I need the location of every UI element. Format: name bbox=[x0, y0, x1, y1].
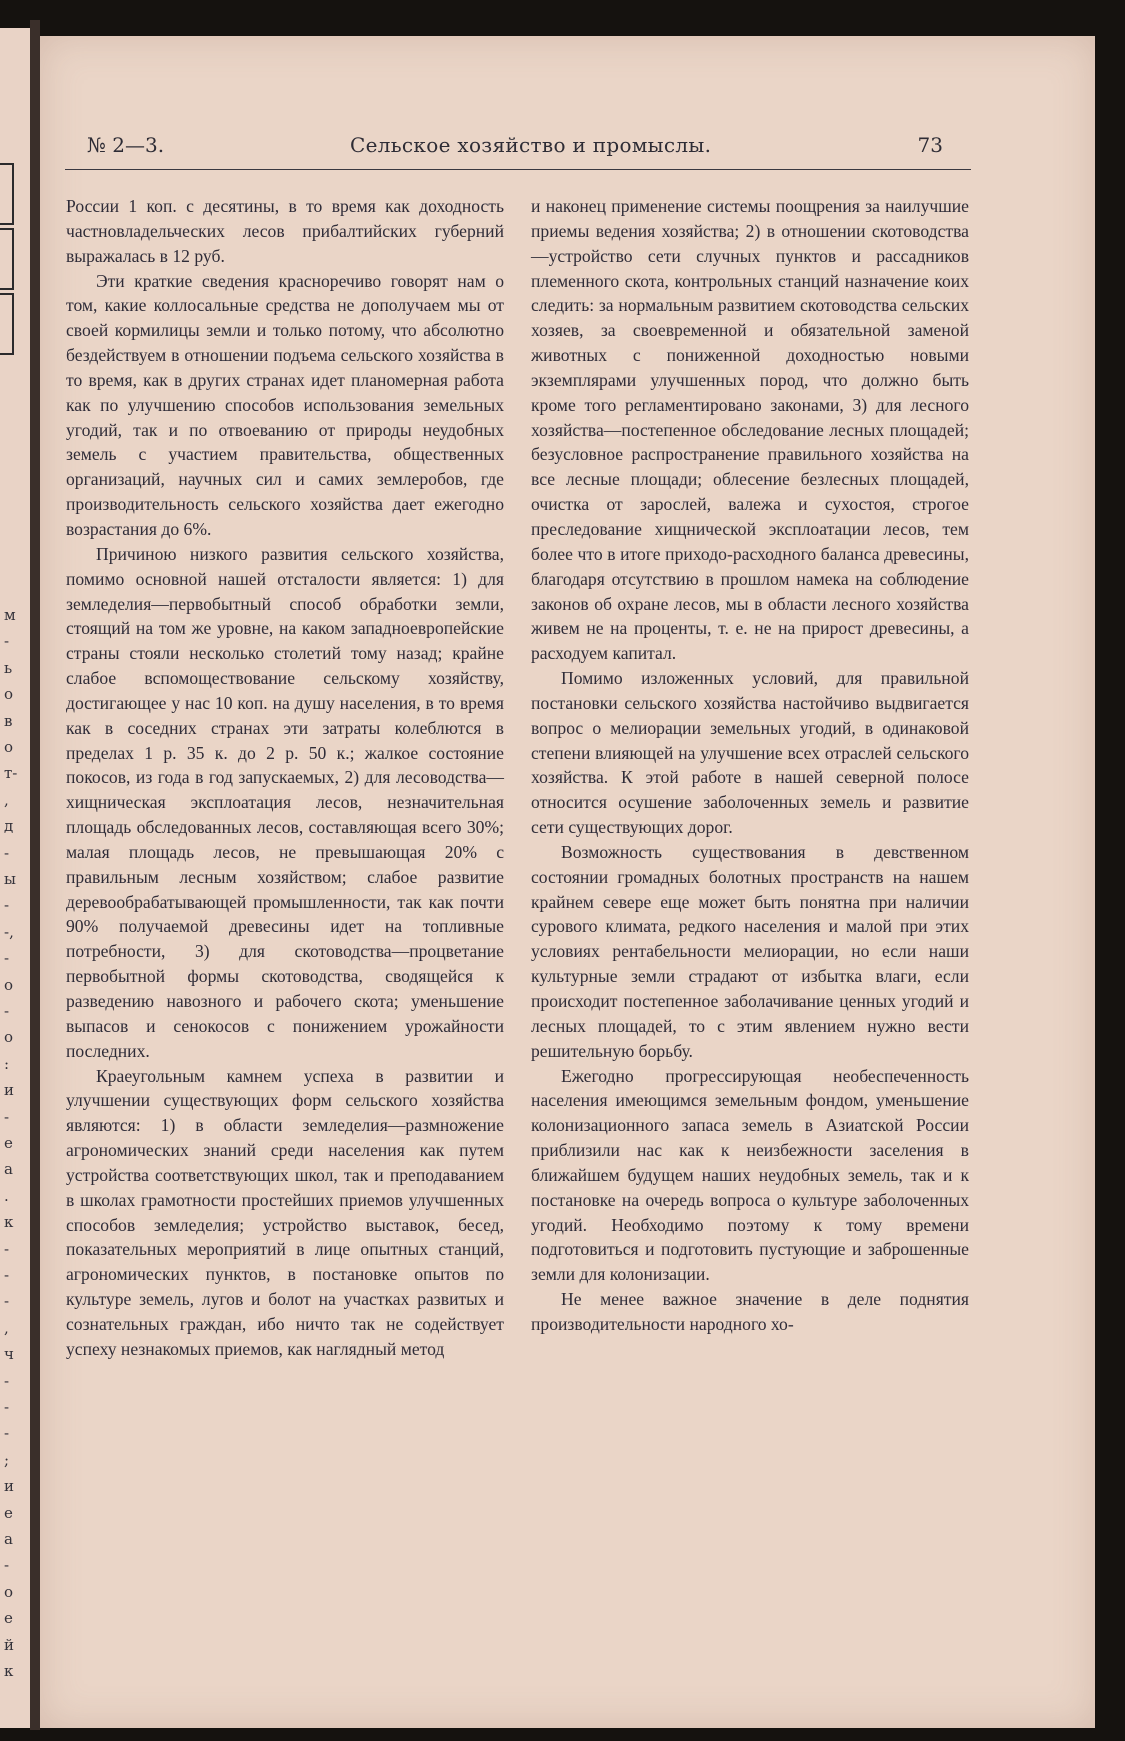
adjacent-page-fragment: ; bbox=[4, 1450, 10, 1469]
paragraph: и наконец применение системы поощрения за наилучшие приемы ведения хозяйства; 2) в отношении скотоводства—устройство сети случных пунктов и рассадников племенного скота, контрольных станций назначение коих следить: за нормальным развитием скотоводства сельских хозяев, за своевременной и обязательной заменой животных с пониженной доходностью новыми экземплярами улучшенных пород, что должно быть кроме того регламентировано законами, 3) для лесного хозяйства—постепенное обследование лесных площадей; безусловное распространение правильного хозяйства на все лесные площади; облесение безлесных площадей, очистка от зарослей, валежа и сухостоя, строгое преследование хищнической эксплоатации лесов, тем более что в итоге приходо-расходного баланса древесины, благодаря отсутствию в прошлом намека на соблюдение законов об охране лесов, мы в области лесного хозяйства живем не на проценты, т. е. не на прирост древесины, а расходуем капитал. bbox=[531, 196, 969, 664]
adjacent-page-fragment: - bbox=[4, 1398, 10, 1416]
adjacent-page-fragment: й bbox=[4, 1635, 14, 1654]
adjacent-page-fragment: к bbox=[4, 1662, 14, 1680]
adjacent-page-fragment: - bbox=[4, 1266, 10, 1284]
paragraph: Причиною низкого развития сельского хозяйства, помимо основной нашей отсталости является: 1) для земледелия—первобытный способ обработки земли, стоящий на том же уровне, на каком западноевропейские страны стояли несколько столетий тому назад; крайне слабое вспомоществование сельскому хозяйству, достигающее у нас 10 коп. на душу населения, в то время как в соседних странах эти затраты колеблются в пределах 1 р. 35 к. до 2 р. 50 к.; жалкое состояние покосов, из года в год запускаемых, 2) для лесоводства—хищническая эксплоатация лесов, незначительная площадь обследованных лесов, составляющая всего 30%; малая площадь лесов, не превышающая 20% с правильным лесным хозяйством; слабое развитие деревообрабатывающей промышленности, так как почти 90% получаемой древесины идет на топливные потребности, 3) для скотоводства—процветание первобытной формы скотоводства, сводящейся к разведению навозного и рабочего скота; уменьшение выпасов и сенокосов с понижением урожайности последних. bbox=[66, 543, 504, 1061]
adjacent-page-fragment: о bbox=[4, 975, 14, 994]
adjacent-page-fragment: о bbox=[4, 738, 14, 756]
issue-number: № 2—3. bbox=[87, 133, 165, 157]
adjacent-page-fragment: к bbox=[4, 1213, 14, 1232]
adjacent-page-fragment: , bbox=[4, 790, 9, 809]
adjacent-page-fragment: - bbox=[4, 1002, 10, 1020]
ornament-frame-box bbox=[0, 163, 14, 225]
adjacent-page-fragment: ч bbox=[4, 1345, 14, 1364]
adjacent-page-fragment: а bbox=[4, 1160, 13, 1179]
adjacent-page-fragment: - bbox=[4, 1239, 10, 1258]
ornament-frame-box bbox=[0, 228, 14, 290]
page-number: 73 bbox=[917, 133, 943, 157]
adjacent-page-fragment: а bbox=[4, 1530, 13, 1548]
paragraph: Возможность существования в девственном состоянии громадных болотных пространств на нашем крайнем севере еще может быть понятна при наличии сурового климата, редкого населения и малой при этих условиях рентабельности мелиорации, но если наши культурные земли страдают от избытка влаги, если происходит постепенное заболачивание ценных угодий и лесных площадей, то с этим явлением нужно вести решительную борьбу. bbox=[531, 841, 969, 1061]
paragraph: России 1 коп. с десятины, в то время как доходность частновладельческих лесов прибалтийских губерний выражалась в 12 руб. bbox=[66, 196, 504, 266]
adjacent-page-fragment: и bbox=[4, 1477, 14, 1496]
adjacent-page-fragment: , bbox=[4, 1318, 9, 1337]
adjacent-page-fragment: - bbox=[4, 1292, 10, 1311]
adjacent-page-fragment: - bbox=[4, 1556, 10, 1575]
adjacent-page-fragment: е bbox=[4, 1503, 13, 1522]
left-column bbox=[66, 194, 504, 1362]
adjacent-page-fragment: - bbox=[4, 896, 10, 915]
adjacent-page-fragment: : bbox=[4, 1054, 10, 1073]
adjacent-page-fragment: - bbox=[4, 632, 10, 651]
book-spine bbox=[30, 20, 40, 1730]
adjacent-page-fragment: е bbox=[4, 1609, 13, 1628]
adjacent-page-fragment: о bbox=[4, 685, 14, 704]
adjacent-page-fragment: о bbox=[4, 1028, 14, 1047]
adjacent-page-fragment: м bbox=[4, 606, 16, 624]
adjacent-page-fragment: - bbox=[4, 1107, 10, 1126]
paragraph: Помимо изложенных условий, для правильной постановки сельского хозяйства настойчиво выдвигается вопрос о мелиорации земельных угодий, в одинаковой степени влияющей на улучшение всех отраслей сельского хозяйства. К этой работе в нашей северной полосе относится осушение заболоченных земель и развитие сети существующих дорог. bbox=[531, 668, 969, 838]
running-header bbox=[65, 97, 971, 170]
adjacent-page-fragment: е bbox=[4, 1134, 13, 1152]
adjacent-page-fragment: ь bbox=[4, 658, 13, 677]
adjacent-page-fragment: т- bbox=[4, 764, 18, 783]
adjacent-page-fragment: -, bbox=[4, 922, 14, 941]
adjacent-page-fragment: д bbox=[4, 817, 14, 836]
right-column bbox=[531, 194, 969, 1337]
paragraph: Краеугольным камнем успеха в развитии и улучшении существующих форм сельского хозяйства являются: 1) в области земледелия—размножение агрономических знаний среди населения как путем устройства соответствующих школ, так и преподаванием в школах грамотности простейших приемов улучшенных способов земледелия; устройство выставок, бесед, показательных мероприятий в лице опытных станций, агрономических пунктов, в постановке опытов по культуре земель, лугов и болот на участках развитых и сознательных граждан, ибо ничто так не содействует успеху незнакомых приемов, как наглядный метод bbox=[66, 1065, 504, 1359]
adjacent-page-edge bbox=[0, 28, 31, 1728]
adjacent-page-fragment: - bbox=[4, 1371, 10, 1390]
adjacent-page-fragment: о bbox=[4, 1582, 14, 1601]
adjacent-page-fragment: - bbox=[4, 843, 10, 862]
paragraph: Ежегодно прогрессирующая необеспеченность населения имеющимся земельным фондом, уменьшение колонизационного запаса земель в Азиатской России приблизили нас как к неизбежности заселения в ближайшем будущем наших неудобных земель, так и к постановке на очередь вопроса о культуре заболоченных угодий. Необходимо поэтому к тому времени подготовиться и подготовить пустующие и заброшенные земли для колонизации. bbox=[531, 1065, 969, 1285]
adjacent-page-fragment: . bbox=[4, 1186, 9, 1205]
paragraph: Не менее важное значение в деле поднятия производительности народного хо- bbox=[531, 1289, 969, 1334]
paragraph: Эти краткие сведения красноречиво говорят нам о том, какие коллосальные средства не дополучаем мы от своей кормилицы земли и только потому, что абсолютно бездействуем в отношении подъема сельского хозяйства в то время, как в других странах идет планомерная работа как по улучшению способов использования земельных угодий, так и по отвоеванию от природы неудобных земель с участием правительства, общественных организаций, научных сил и самих землеробов, где производительность сельского хозяйства дает ежегодно возрастания до 6%. bbox=[66, 270, 504, 539]
adjacent-page-fragment: - bbox=[4, 949, 10, 968]
ornament-frame-box bbox=[0, 293, 14, 355]
section-title: Сельское хозяйство и промыслы. bbox=[350, 133, 712, 157]
adjacent-page-fragment: ы bbox=[4, 870, 16, 888]
adjacent-page-fragment: и bbox=[4, 1081, 14, 1100]
adjacent-page-fragment: в bbox=[4, 711, 13, 730]
adjacent-page-fragment: - bbox=[4, 1424, 10, 1443]
